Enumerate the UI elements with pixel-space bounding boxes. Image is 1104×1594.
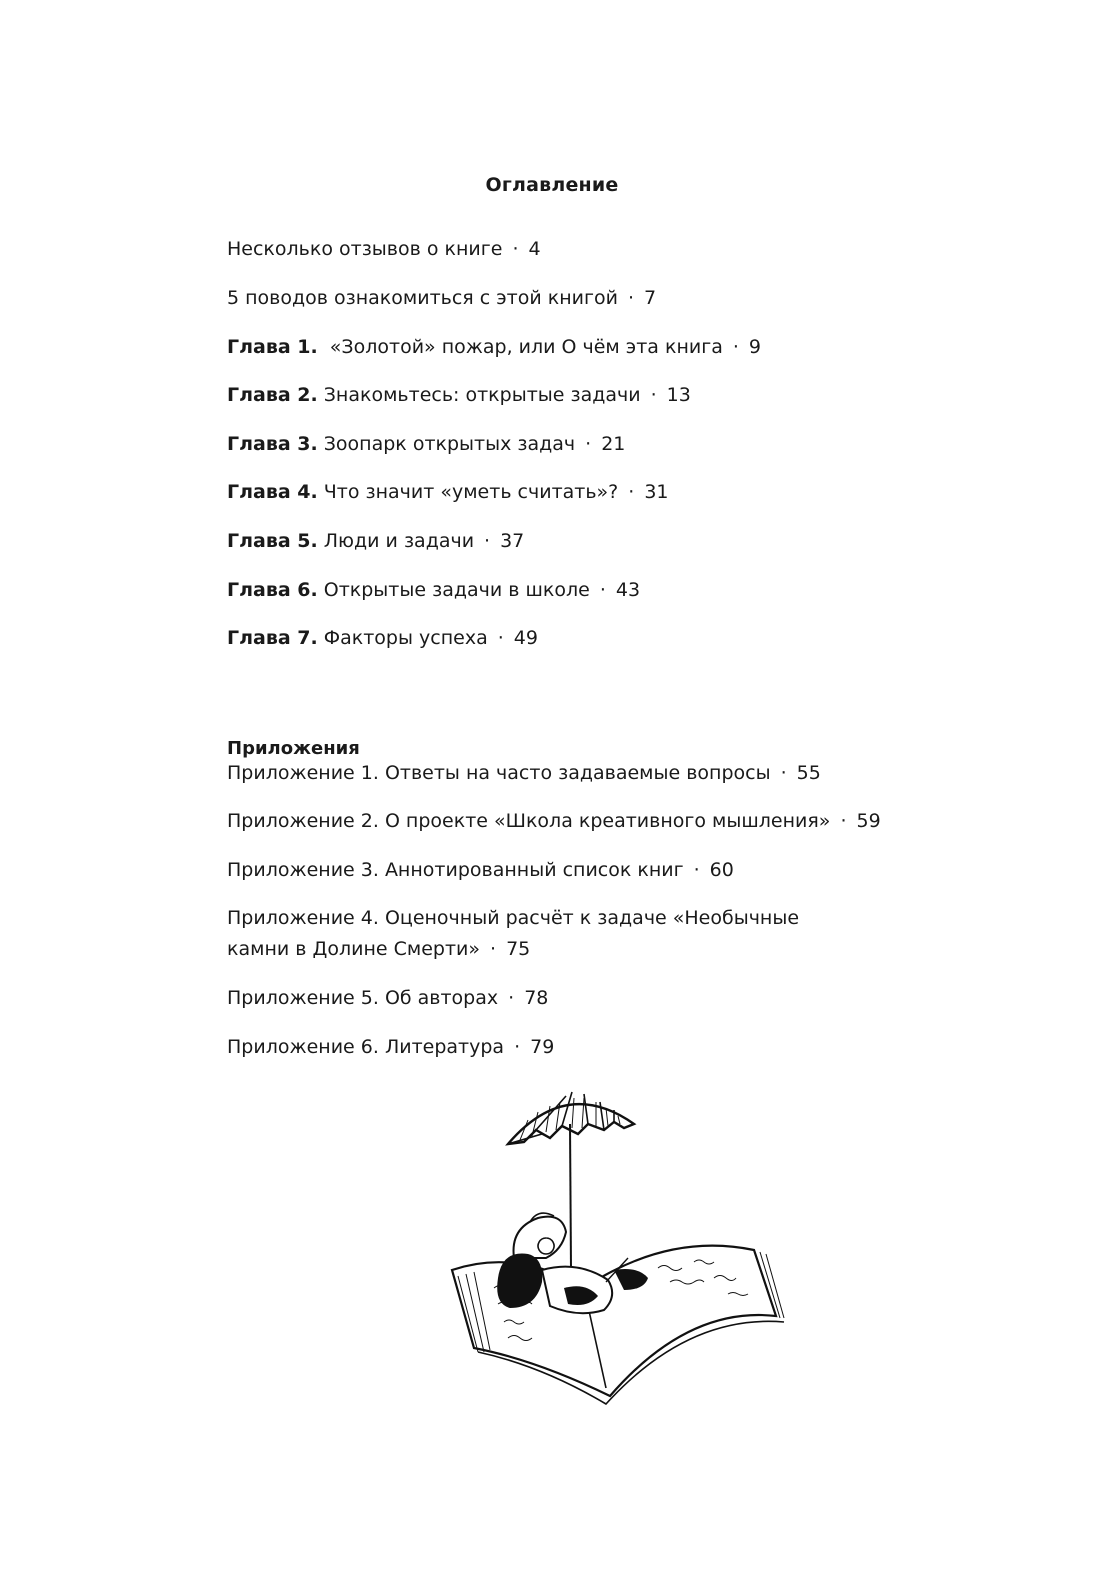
toc-separator: ·: [627, 287, 634, 309]
toc-entry-title: Факторы успеха: [323, 627, 488, 649]
toc-entry-title: «Золотой» пожар, или О чём эта книга: [329, 336, 723, 358]
appendix-entry[interactable]: [227, 983, 887, 1014]
toc-entry-page: 7: [644, 287, 657, 309]
toc-entry-title: Открытые задачи в школе: [323, 579, 590, 601]
appendix-title: Приложение 3. Аннотированный список книг: [227, 859, 684, 881]
appendix-entry[interactable]: [227, 903, 867, 965]
toc-entry-page: 21: [601, 433, 626, 455]
chapter-label: Глава 4.: [227, 481, 318, 503]
toc-separator: ·: [512, 238, 519, 260]
appendix-page: 59: [856, 810, 881, 832]
appendix-title: Приложение 2. О проекте «Школа креативного мышления»: [227, 810, 831, 832]
toc-entry-page: 9: [748, 336, 761, 358]
toc-separator: ·: [732, 336, 739, 358]
toc-separator: ·: [628, 481, 635, 503]
toc-entry-page: 13: [666, 384, 691, 406]
appendices-heading: Приложения: [227, 738, 360, 759]
chapter-label: Глава 1.: [227, 336, 318, 358]
toc-chapter-entry[interactable]: [227, 623, 887, 654]
toc-chapter-entry[interactable]: [227, 526, 887, 557]
toc-chapter-entry[interactable]: [227, 332, 887, 363]
toc-entry-title: 5 поводов ознакомиться с этой книгой: [227, 287, 618, 309]
appendix-entry[interactable]: [227, 1032, 887, 1063]
book-umbrella-illustration-icon: [438, 1082, 788, 1412]
chapter-label: Глава 3.: [227, 433, 318, 455]
page-title: Оглавление: [485, 174, 619, 196]
toc-separator: ·: [514, 1036, 521, 1058]
appendix-title: Приложение 6. Литература: [227, 1036, 505, 1058]
chapter-label: Глава 7.: [227, 627, 318, 649]
appendix-page: 75: [506, 938, 531, 960]
toc-separator: ·: [585, 433, 592, 455]
appendix-page: 79: [530, 1036, 555, 1058]
toc-entry-page: 31: [644, 481, 669, 503]
appendix-entry[interactable]: [227, 806, 887, 837]
toc-chapter-entry[interactable]: [227, 380, 887, 411]
toc-separator: ·: [650, 384, 657, 406]
chapter-label: Глава 6.: [227, 579, 318, 601]
toc-entry-title: Зоопарк открытых задач: [323, 433, 576, 455]
toc-separator: ·: [484, 530, 491, 552]
toc-separator: ·: [693, 859, 700, 881]
toc-entry-title: Что значит «уметь считать»?: [323, 481, 619, 503]
toc-entry-title: Люди и задачи: [323, 530, 475, 552]
toc-separator: ·: [780, 762, 787, 784]
appendix-page: 60: [709, 859, 734, 881]
toc-entry-page: 37: [500, 530, 525, 552]
appendix-page: 55: [796, 762, 821, 784]
toc-separator: ·: [490, 938, 497, 960]
toc-entry-page: 49: [513, 627, 538, 649]
toc-entry-page: 4: [528, 238, 541, 260]
toc-chapter-entry[interactable]: [227, 477, 887, 508]
chapter-label: Глава 5.: [227, 530, 318, 552]
toc-entry-page: 43: [615, 579, 641, 601]
appendix-title: Приложение 1. Ответы на часто задаваемые вопросы: [227, 762, 771, 784]
toc-entry[interactable]: [227, 234, 887, 265]
toc-separator: ·: [840, 810, 847, 832]
appendix-entry[interactable]: [227, 758, 887, 789]
appendix-title: Приложение 5. Об авторах: [227, 987, 499, 1009]
toc-separator: ·: [497, 627, 504, 649]
toc-chapter-entry[interactable]: [227, 429, 887, 460]
appendix-entry[interactable]: [227, 855, 887, 886]
toc-separator: ·: [599, 579, 606, 601]
toc-chapter-entry[interactable]: [227, 575, 887, 606]
toc-entry-title: Знакомьтесь: открытые задачи: [323, 384, 641, 406]
toc-separator: ·: [508, 987, 515, 1009]
toc-entry[interactable]: [227, 283, 887, 314]
appendix-title: Приложение 4. Оценочный расчёт к задаче «Необычные камни в Долине Смерти»: [227, 907, 800, 960]
toc-entry-title: Несколько отзывов о книге: [227, 238, 503, 260]
chapter-label: Глава 2.: [227, 384, 318, 406]
appendix-page: 78: [524, 987, 549, 1009]
